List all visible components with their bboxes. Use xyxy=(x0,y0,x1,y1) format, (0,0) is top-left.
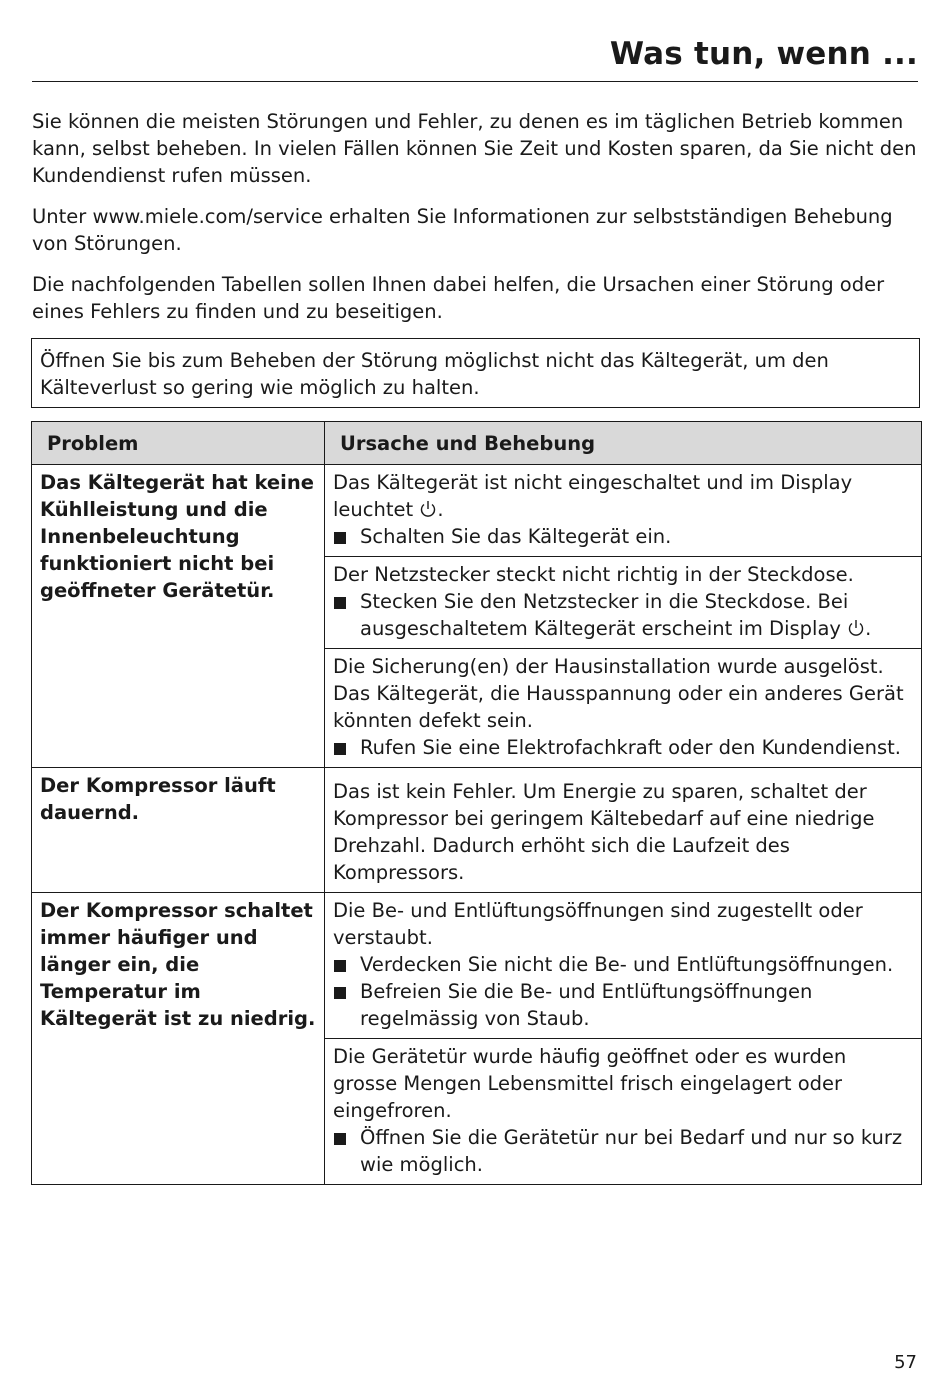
cause-cell xyxy=(325,768,922,893)
intro-paragraph: Unter www.miele.com/service erhalten Sie Informationen zur selbstständigen Behebung von Störungen. xyxy=(32,205,893,255)
power-icon xyxy=(847,618,865,638)
table-row xyxy=(32,893,922,1039)
cause-text: Das ist kein Fehler. Um Energie zu sparen, schaltet der Kompressor bei geringem Kältebedarf auf eine niedrige Drehzahl. Dadurch erhöht sich die Laufzeit des Kompressors. xyxy=(333,780,875,884)
notice-box: Öffnen Sie bis zum Beheben der Störung möglichst nicht das Kältegerät, um den Kälteverlust so gering wie möglich zu halten. xyxy=(31,338,920,408)
problem-cell: Das Kältegerät hat keine Kühlleistung und die Innenbeleuchtung funktioniert nicht bei geöffneter Gerätetür. xyxy=(32,465,325,768)
troubleshooting-table xyxy=(31,421,922,1185)
table-row xyxy=(32,465,922,557)
intro-paragraph: Sie können die meisten Störungen und Fehler, zu denen es im täglichen Betrieb kommen kann, selbst beheben. In vielen Fällen können Sie Zeit und Kosten sparen, da Sie nicht den Kundendienst rufen müssen. xyxy=(32,110,917,187)
problem-cell: Der Kompressor läuft dauernd. xyxy=(32,768,325,893)
action-item: Öffnen Sie die Gerätetür nur bei Bedarf und nur so kurz wie möglich. xyxy=(333,1124,913,1178)
cause-text: Die Sicherung(en) der Hausinstallation wurde ausgelöst. Das Kältegerät, die Hausspannung oder ein anderes Gerät könnten defekt sein. xyxy=(333,655,904,732)
cause-text: Das Kältegerät ist nicht eingeschaltet und im Display leuchtet . xyxy=(333,471,853,521)
action-item: Schalten Sie das Kältegerät ein. xyxy=(333,523,913,550)
power-icon xyxy=(419,499,437,519)
action-item: Verdecken Sie nicht die Be- und Entlüftungsöffnungen. xyxy=(333,951,913,978)
cause-cell xyxy=(325,649,922,768)
title-divider xyxy=(32,81,918,82)
bullet-square-icon xyxy=(334,960,346,972)
action-item: Rufen Sie eine Elektrofachkraft oder den Kundendienst. xyxy=(333,734,913,761)
bullet-square-icon xyxy=(334,1133,346,1145)
page-number: 57 xyxy=(894,1352,917,1373)
action-item: Stecken Sie den Netzstecker in die Steckdose. Bei ausgeschaltetem Kältegerät erscheint im Display . xyxy=(333,588,913,642)
bullet-square-icon xyxy=(334,987,346,999)
cause-cell xyxy=(325,465,922,557)
page-title: Was tun, wenn ... xyxy=(609,36,918,72)
cause-cell xyxy=(325,557,922,649)
table-row xyxy=(32,768,922,893)
column-header-problem: Problem xyxy=(32,422,325,465)
bullet-square-icon xyxy=(334,597,346,609)
cause-text: Die Gerätetür wurde häufig geöffnet oder es wurden grosse Mengen Lebensmittel frisch eingelagert oder eingefroren. xyxy=(333,1045,847,1122)
cause-text: Die Be- und Entlüftungsöffnungen sind zugestellt oder verstaubt. xyxy=(333,899,863,949)
cause-cell xyxy=(325,1039,922,1185)
table-header-row xyxy=(32,422,922,465)
bullet-square-icon xyxy=(334,743,346,755)
action-item: Befreien Sie die Be- und Entlüftungsöffnungen regelmässig von Staub. xyxy=(333,978,913,1032)
problem-cell: Der Kompressor schaltet immer häufiger und länger ein, die Temperatur im Kältegerät ist zu niedrig. xyxy=(32,893,325,1185)
cause-cell xyxy=(325,893,922,1039)
intro-paragraph: Die nachfolgenden Tabellen sollen Ihnen dabei helfen, die Ursachen einer Störung oder eines Fehlers zu finden und zu beseitigen. xyxy=(32,273,885,323)
cause-text: Der Netzstecker steckt nicht richtig in der Steckdose. xyxy=(333,563,854,586)
bullet-square-icon xyxy=(334,532,346,544)
column-header-cause: Ursache und Behebung xyxy=(325,422,922,465)
